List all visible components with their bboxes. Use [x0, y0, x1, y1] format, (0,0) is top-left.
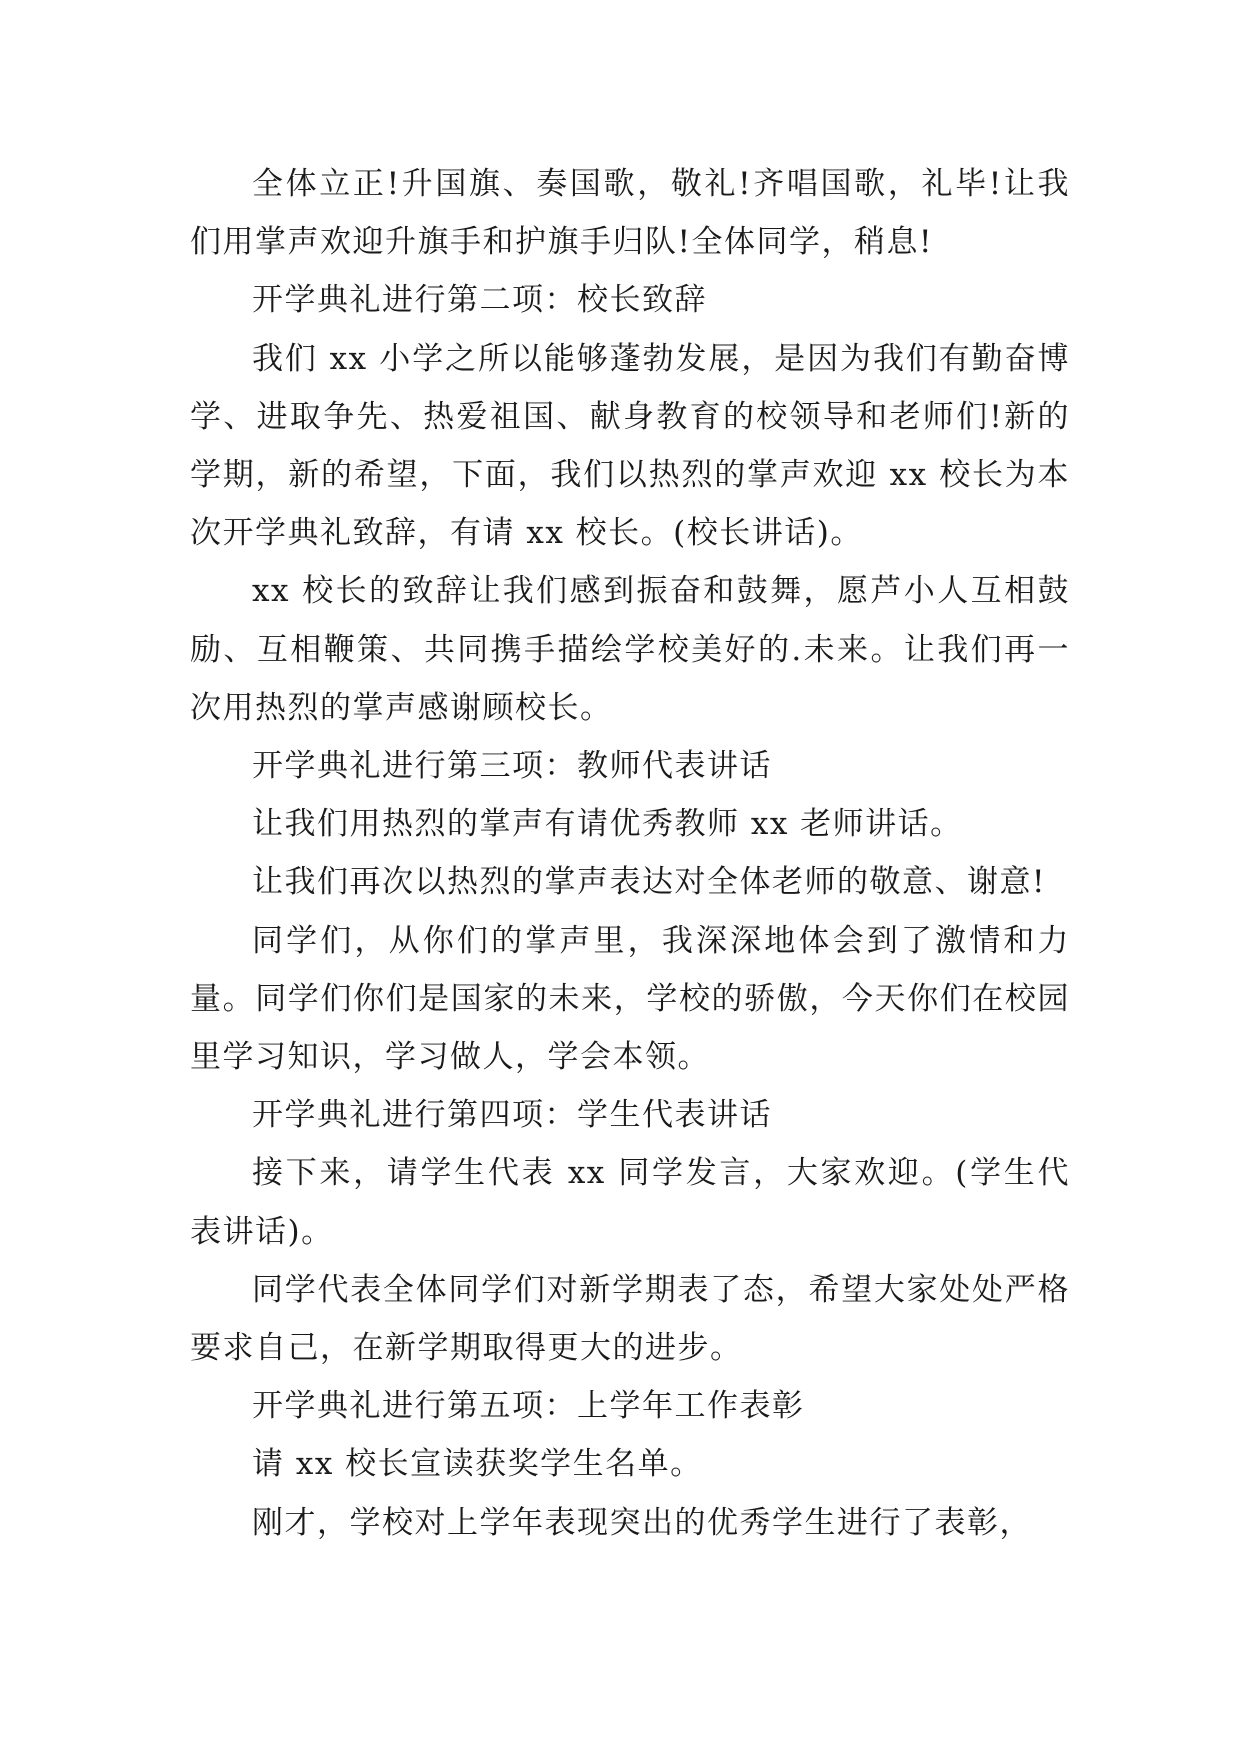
section-heading-student-speech: 开学典礼进行第四项：学生代表讲话 — [252, 1097, 772, 1134]
paragraph-awards-summary: 刚才，学校对上学年表现突出的优秀学生进行了表彰， — [252, 1504, 1032, 1541]
paragraph-awards-list: 请 xx 校长宣读获奖学生名单。 — [252, 1446, 703, 1483]
paragraph-student-intro: 接下来，请学生代表 xx 同学发言，大家欢迎。(学生代表讲话)。 — [190, 1155, 1070, 1250]
paragraph-student-summary: 同学代表全体同学们对新学期表了态，希望大家处处严格要求自己，在新学期取得更大的进步。 — [190, 1271, 1070, 1367]
document-body — [190, 155, 1070, 1552]
paragraph-students-address: 同学们，从你们的掌声里，我深深地体会到了激情和力量。同学们你们是国家的未来，学校的骄傲，今天你们在校园里学习知识，学习做人，学会本领。 — [190, 922, 1070, 1076]
paragraph-principal-thanks: xx 校长的致辞让我们感到振奋和鼓舞，愿芦小人互相鼓励、互相鞭策、共同携手描绘学校美好的.未来。让我们再一次用热烈的掌声感谢顾校长。 — [190, 573, 1070, 726]
section-heading-teacher-speech: 开学典礼进行第三项：教师代表讲话 — [252, 748, 772, 785]
paragraph-teacher-thanks: 让我们再次以热烈的掌声表达对全体老师的敬意、谢意! — [252, 864, 1046, 901]
section-heading-principal-speech: 开学典礼进行第二项：校长致辞 — [252, 282, 707, 319]
section-heading-awards: 开学典礼进行第五项：上学年工作表彰 — [252, 1388, 805, 1425]
paragraph-principal-intro: 我们 xx 小学之所以能够蓬勃发展，是因为我们有勤奋博学、进取争先、热爱祖国、献身教育的校领导和老师们!新的学期，新的希望，下面，我们以热烈的掌声欢迎 xx 校长为本次开学典礼致辞，有请 xx 校长。(校长讲话)。 — [190, 340, 1070, 552]
paragraph-flag-ceremony: 全体立正!升国旗、奏国歌，敬礼!齐唱国歌，礼毕!让我们用掌声欢迎升旗手和护旗手归队!全体同学，稍息! — [190, 166, 1070, 261]
paragraph-teacher-intro: 让我们用热烈的掌声有请优秀教师 xx 老师讲话。 — [252, 806, 963, 843]
